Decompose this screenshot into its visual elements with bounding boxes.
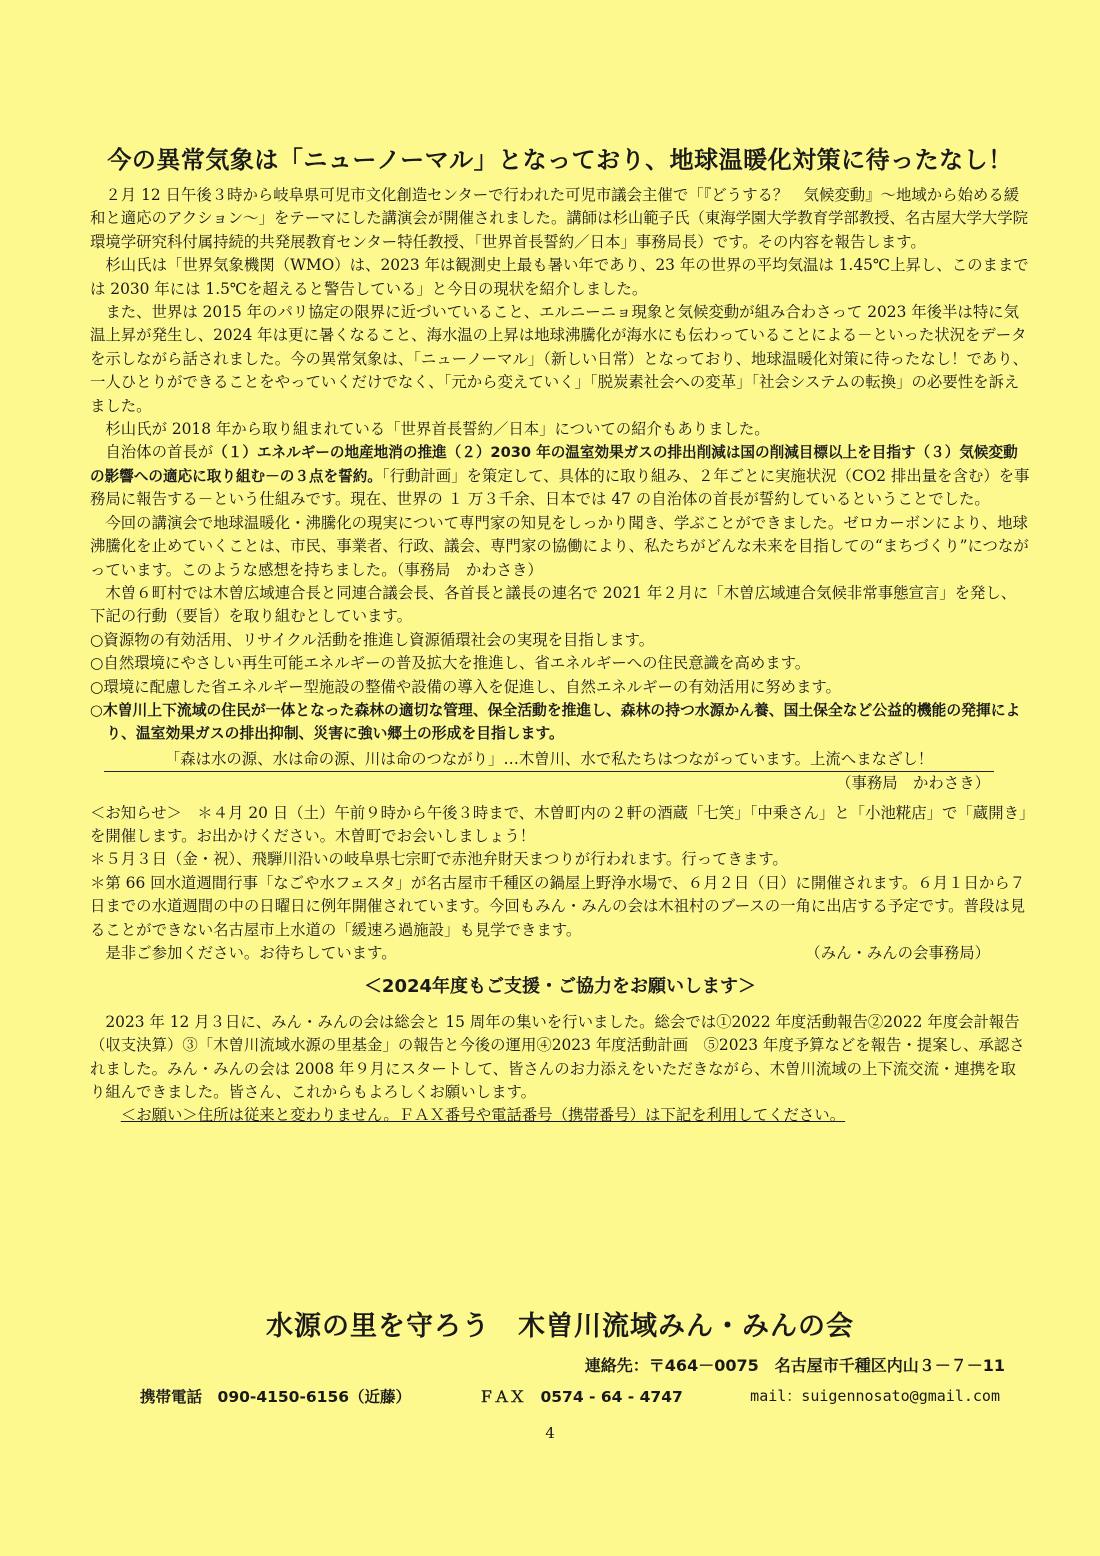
request-note: ＜お願い＞住所は従来と変わりません。ＦＡＸ番号や電話番号（携帯番号）は下記を利用してください。 xyxy=(120,1106,846,1125)
notice-section xyxy=(90,802,1030,966)
list-item: ○資源物の有効活用、リサイクル活動を推進し資源循環社会の実現を目指します。 xyxy=(90,630,655,649)
paragraph: ２月 12 日午後３時から岐阜県可児市文化創造センターで行われた可児市議会主催で「『どうする？ 気候変動』～地域から始める緩和と適応のアクション～」をテーマにした講演会が開催されました。講師は杉山範子氏（東海学園大学教育学部教授、名古屋大学大学院環境学研究科付属持続的共発展教育センター特任教授、「世界首長誓約／日本」事務局長）です。その内容を報告します。 xyxy=(90,186,1029,251)
paragraph: 今回の講演会で地球温暖化・沸騰化の現実について専門家の知見をしっかり聞き、学ぶことができました。ゼロカーボンにより、地球沸騰化を止めていくことは、市民、事業者、行政、議会、専門家の協働により、私たちがどんな未来を目指しての“まちづくり”につながっています。このような感想を持ちました。（事務局 かわさき） xyxy=(90,513,1029,579)
article-body xyxy=(90,184,1030,1128)
notice-heading: ＜お知らせ＞ xyxy=(90,803,182,822)
paragraph: 杉山氏は「世界気象機関（WMO）は、2023 年は観測史上最も暑い年であり、23 年の世界の平均気温は 1.45℃上昇し、このままでは 2030 年には 1.5℃を超えると警告している」と今日の現状を紹介しました。 xyxy=(90,256,1029,298)
contact-address: 連絡先：〒464－0075 名古屋市千種区内山３－７－11 xyxy=(584,1356,1005,1375)
notice-text: ＊４月 20 日（土）午前９時から午後３時まで、木曽町内の２軒の酒蔵「七笑」「中乗さん」と「小池糀店」で「蔵開き」を開催します。お出かけください。木曽町でお会いしましょう！ xyxy=(90,803,1027,845)
phone-label: 携帯電話 xyxy=(140,1388,203,1406)
list-item: ○環境に配慮した省エネルギー型施設の整備や設備の導入を促進し、自然エネルギーの有効活用に努めます。 xyxy=(90,677,841,696)
slogan-sign: （事務局 かわさき） xyxy=(836,774,990,793)
paragraph-text: 「行動計画」を策定して、具体的に取り組み、２年ごとに実施状況（CO2 排出量を含む）を事務局に報告する－という仕組みです。現在、世界の １ 万３千余、日本では 47 の自治体の首長が誓約しているということでした。 xyxy=(90,466,1030,509)
notice-item: ＊第 66 回水道週間行事「なごや水フェスタ」が名古屋市千種区の鍋屋上野浄水場で、６月２日（日）に開催されます。６月１日から７日までの水道週間の中の日曜日に例年開催されています。今回もみん・みんの会は木祖村のブースの一角に出店する予定です。普段は見ることができない名古屋市上水道の「緩速ろ過施設」も見学できます。 xyxy=(90,873,1026,939)
support-text: 2023 年 12 月３日に、みん・みんの会は総会と 15 周年の集いを行いました。総会では①2022 年度活動報告②2022 年度会計報告（収支決算）③「木曽川流域水源の里基金」の報告と今後の運用④2023 年度活動計画 ⑤2023 年度予算などを報告・提案し、承認されました。みん・みんの会は 2008 年９月にスタートして、皆さんのお力添えをいただきながら、木曽川流域の上下流交流・連携を取り組んできました。皆さん、これからもよろしくお願いします。 xyxy=(90,1012,1025,1102)
paragraph: また、世界は 2015 年のパリ協定の限界に近づいていること、エルニーニョ現象と気候変動が組み合わさって 2023 年後半は特に気温上昇が発生し、2024 年は更に暑くなること、海水温の上昇は地球沸騰化が海水にも伝わっていることによる－といった状況をデータを示しながら話されました。今の異常気象は、「ニューノーマル」（新しい日常）となっており、地球温暖化対策に待ったなし！であり、一人ひとりができることをやっていくだけでなく、「元から変えていく」「脱炭素社会への変革」「社会システムの転換」の必要性を訴えました。 xyxy=(90,303,1029,415)
organization-name: 水源の里を守ろう 木曽川流域みん・みんの会 xyxy=(266,1311,854,1342)
pledge-points: （１）エネルギーの地産地消の推進（２）2030 年の温室効果ガスの排出削減は国の削減目標以上を目指す（３）気候変動の影響への適応に取り組む－の３点を誓約。 xyxy=(90,444,1018,485)
slogan: 「森は水の源、水は命の源、川は命のつながり」…木曽川、水で私たちはつながっています。上流へまなざし！ xyxy=(104,748,994,772)
notice-text: 是非ご参加ください。お待ちしています。 xyxy=(105,944,397,962)
notice-sign: （みん・みんの会事務局） xyxy=(805,944,990,962)
phone xyxy=(140,1385,411,1407)
paragraph-text: 自治体の首長が xyxy=(105,443,214,462)
notice-item xyxy=(90,802,1030,849)
fax-number: 0574 - 64 - 4747 xyxy=(540,1388,683,1406)
paragraph xyxy=(90,441,1030,511)
article-title: 今の異常気象は「ニューノーマル」となっており、地球温暖化対策に待ったなし！ xyxy=(107,146,1013,174)
phone-number: 090-4150-6156（近藤） xyxy=(217,1388,412,1406)
page-number: 4 xyxy=(545,1424,555,1442)
email-address: mail：suigennosato@gmail.com xyxy=(750,1387,1000,1405)
contact-row xyxy=(140,1385,1000,1407)
support-heading: ＜2024年度もご支援・ご協力をお願いします＞ xyxy=(363,976,757,998)
action-list xyxy=(90,629,1030,746)
fax xyxy=(478,1385,682,1407)
notice-footer xyxy=(90,942,1030,965)
list-item: ○自然環境にやさしい再生可能エネルギーの普及拡大を推進し、省エネルギーへの住民意識を高めます。 xyxy=(90,654,811,673)
paragraph: 杉山氏が 2018 年から取り組まれている「世界首長誓約／日本」についての紹介もありました。 xyxy=(105,420,770,439)
fax-label: ＦＡＸ xyxy=(478,1388,525,1406)
list-item: ○木曽川上下流域の住民が一体となった森林の適切な管理、保全活動を推進し、森林の持つ水源かん養、国土保全など公益的機能の発揮により、温室効果ガスの排出抑制、災害に強い郷土の形成を目指します。 xyxy=(90,701,1021,743)
paragraph: 木曽６町村では木曽広域連合長と同連合議会長、各首長と議長の連名で 2021 年２月に「木曽広域連合気候非常事態宣言」を発し、下記の行動（要旨）を取り組むとしています。 xyxy=(90,583,1017,626)
notice-item: ＊５月３日（金・祝）、飛騨川沿いの岐阜県七宗町で赤池弁財天まつりが行われます。行ってきます。 xyxy=(90,850,788,869)
